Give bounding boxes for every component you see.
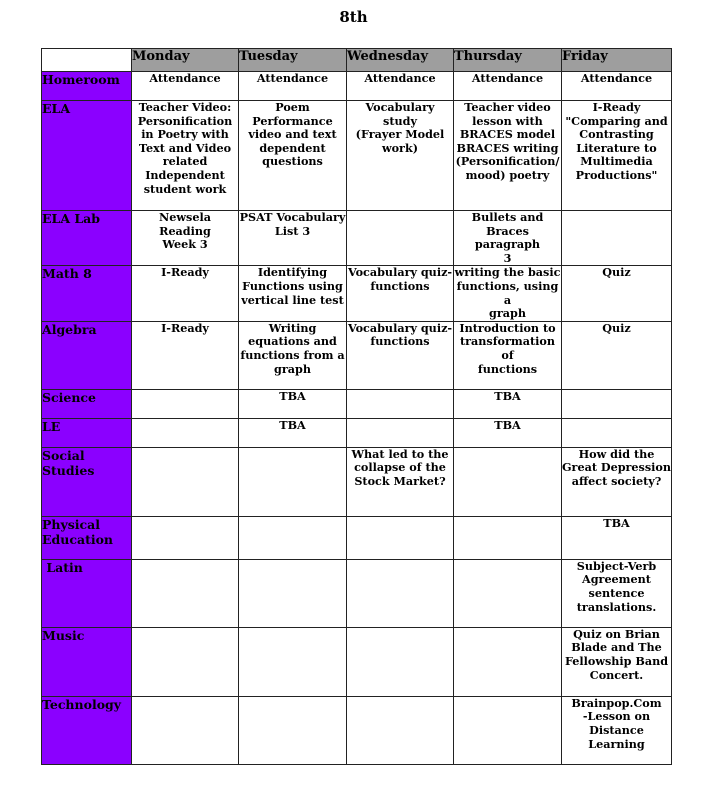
cell-algebra-wednesday: Vocabulary quiz- functions bbox=[347, 321, 454, 389]
subject-science: Science bbox=[42, 389, 132, 418]
table-row bbox=[42, 516, 672, 559]
cell-math-8-tuesday: Identifying Functions using vertical line test bbox=[239, 266, 347, 321]
header-row bbox=[42, 49, 672, 72]
cell-science-thursday: TBA bbox=[454, 389, 562, 418]
cell-ela-monday: Teacher Video: Personification in Poetry with Text and Video related Independent student work bbox=[132, 101, 239, 211]
subject-algebra: Algebra bbox=[42, 321, 132, 389]
cell-ela-wednesday: Vocabulary study (Frayer Model work) bbox=[347, 101, 454, 211]
cell-technology-tuesday bbox=[239, 696, 347, 764]
cell-physical-education-monday bbox=[132, 516, 239, 559]
cell-social-studies-tuesday bbox=[239, 447, 347, 516]
cell-social-studies-friday: How did the Great Depression affect society? bbox=[562, 447, 672, 516]
cell-le-thursday: TBA bbox=[454, 418, 562, 447]
day-header-tuesday: Tuesday bbox=[239, 49, 347, 72]
cell-algebra-monday: I-Ready bbox=[132, 321, 239, 389]
table-row bbox=[42, 559, 672, 627]
cell-math-8-friday: Quiz bbox=[562, 266, 672, 321]
cell-music-thursday bbox=[454, 627, 562, 696]
subject-social-studies: Social Studies bbox=[42, 447, 132, 516]
cell-ela-thursday: Teacher video lesson with BRACES model BRACES writing (Personification/ mood) poetry bbox=[454, 101, 562, 211]
table-row bbox=[42, 321, 672, 389]
cell-music-friday: Quiz on Brian Blade and The Fellowship Band Concert. bbox=[562, 627, 672, 696]
cell-ela-lab-tuesday: PSAT Vocabulary List 3 bbox=[239, 211, 347, 266]
cell-homeroom-tuesday: Attendance bbox=[239, 72, 347, 101]
cell-math-8-thursday: writing the basic functions, using a graph bbox=[454, 265, 561, 321]
cell-homeroom-monday: Attendance bbox=[132, 72, 239, 101]
cell-ela-tuesday: Poem Performance video and text dependent questions bbox=[239, 101, 347, 211]
cell-le-friday bbox=[562, 418, 672, 447]
table-row bbox=[42, 696, 672, 764]
cell-technology-wednesday bbox=[347, 696, 454, 764]
cell-social-studies-wednesday: What led to the collapse of the Stock Market? bbox=[347, 447, 454, 516]
cell-ela-friday: I-Ready "Comparing and Contrasting Literature to Multimedia Productions" bbox=[562, 101, 672, 211]
cell-science-tuesday: TBA bbox=[239, 389, 347, 418]
cell-physical-education-thursday bbox=[454, 516, 562, 559]
subject-math-8: Math 8 bbox=[42, 266, 132, 321]
cell-technology-thursday bbox=[454, 696, 562, 764]
schedule-table bbox=[41, 48, 672, 765]
subject-technology: Technology bbox=[42, 696, 132, 764]
cell-math-8-wednesday: Vocabulary quiz- functions bbox=[347, 266, 454, 321]
cell-latin-thursday bbox=[454, 559, 562, 627]
cell-physical-education-friday: TBA bbox=[562, 516, 672, 559]
table-row bbox=[42, 266, 672, 321]
cell-le-tuesday: TBA bbox=[239, 418, 347, 447]
cell-ela-lab-wednesday bbox=[347, 211, 454, 266]
table-row bbox=[42, 418, 672, 447]
cell-technology-friday: Brainpop.Com -Lesson on Distance Learning bbox=[562, 696, 672, 764]
cell-social-studies-thursday bbox=[454, 447, 562, 516]
day-header-wednesday: Wednesday bbox=[347, 49, 454, 72]
cell-music-wednesday bbox=[347, 627, 454, 696]
subject-physical-education: Physical Education bbox=[42, 516, 132, 559]
table-row bbox=[42, 447, 672, 516]
table-row bbox=[42, 389, 672, 418]
cell-homeroom-thursday: Attendance bbox=[454, 72, 562, 101]
page-title: 8th bbox=[339, 8, 368, 26]
cell-physical-education-wednesday bbox=[347, 516, 454, 559]
day-header-monday: Monday bbox=[132, 49, 239, 72]
cell-latin-monday bbox=[132, 559, 239, 627]
subject-ela-lab: ELA Lab bbox=[42, 211, 132, 266]
table-row bbox=[42, 211, 672, 266]
cell-ela-lab-friday bbox=[562, 211, 672, 266]
table-row bbox=[42, 627, 672, 696]
subject-music: Music bbox=[42, 627, 132, 696]
cell-homeroom-friday: Attendance bbox=[562, 72, 672, 101]
cell-algebra-tuesday: Writing equations and functions from a graph bbox=[239, 321, 347, 389]
cell-le-wednesday bbox=[347, 418, 454, 447]
cell-science-friday bbox=[562, 389, 672, 418]
cell-social-studies-monday bbox=[132, 447, 239, 516]
cell-science-monday bbox=[132, 389, 239, 418]
cell-latin-tuesday bbox=[239, 559, 347, 627]
cell-latin-wednesday bbox=[347, 559, 454, 627]
cell-ela-lab-thursday: Bullets and Braces paragraph 3 bbox=[454, 211, 562, 266]
cell-physical-education-tuesday bbox=[239, 516, 347, 559]
corner-cell bbox=[42, 49, 132, 72]
cell-music-tuesday bbox=[239, 627, 347, 696]
subject-homeroom: Homeroom bbox=[42, 72, 132, 101]
cell-latin-friday: Subject-Verb Agreement sentence translations. bbox=[562, 559, 672, 627]
subject-latin: Latin bbox=[42, 559, 132, 627]
cell-algebra-friday: Quiz bbox=[562, 321, 672, 389]
subject-le: LE bbox=[42, 418, 132, 447]
cell-science-wednesday bbox=[347, 389, 454, 418]
cell-music-monday bbox=[132, 627, 239, 696]
cell-le-monday bbox=[132, 418, 239, 447]
cell-math-8-monday: I-Ready bbox=[132, 266, 239, 321]
cell-algebra-thursday: Introduction to transformation of functions bbox=[454, 321, 562, 389]
cell-technology-monday bbox=[132, 696, 239, 764]
cell-homeroom-wednesday: Attendance bbox=[347, 72, 454, 101]
subject-ela: ELA bbox=[42, 101, 132, 211]
table-row bbox=[42, 101, 672, 211]
day-header-friday: Friday bbox=[562, 49, 672, 72]
cell-ela-lab-monday: Newsela Reading Week 3 bbox=[132, 211, 239, 266]
day-header-thursday: Thursday bbox=[454, 49, 562, 72]
table-row bbox=[42, 72, 672, 101]
